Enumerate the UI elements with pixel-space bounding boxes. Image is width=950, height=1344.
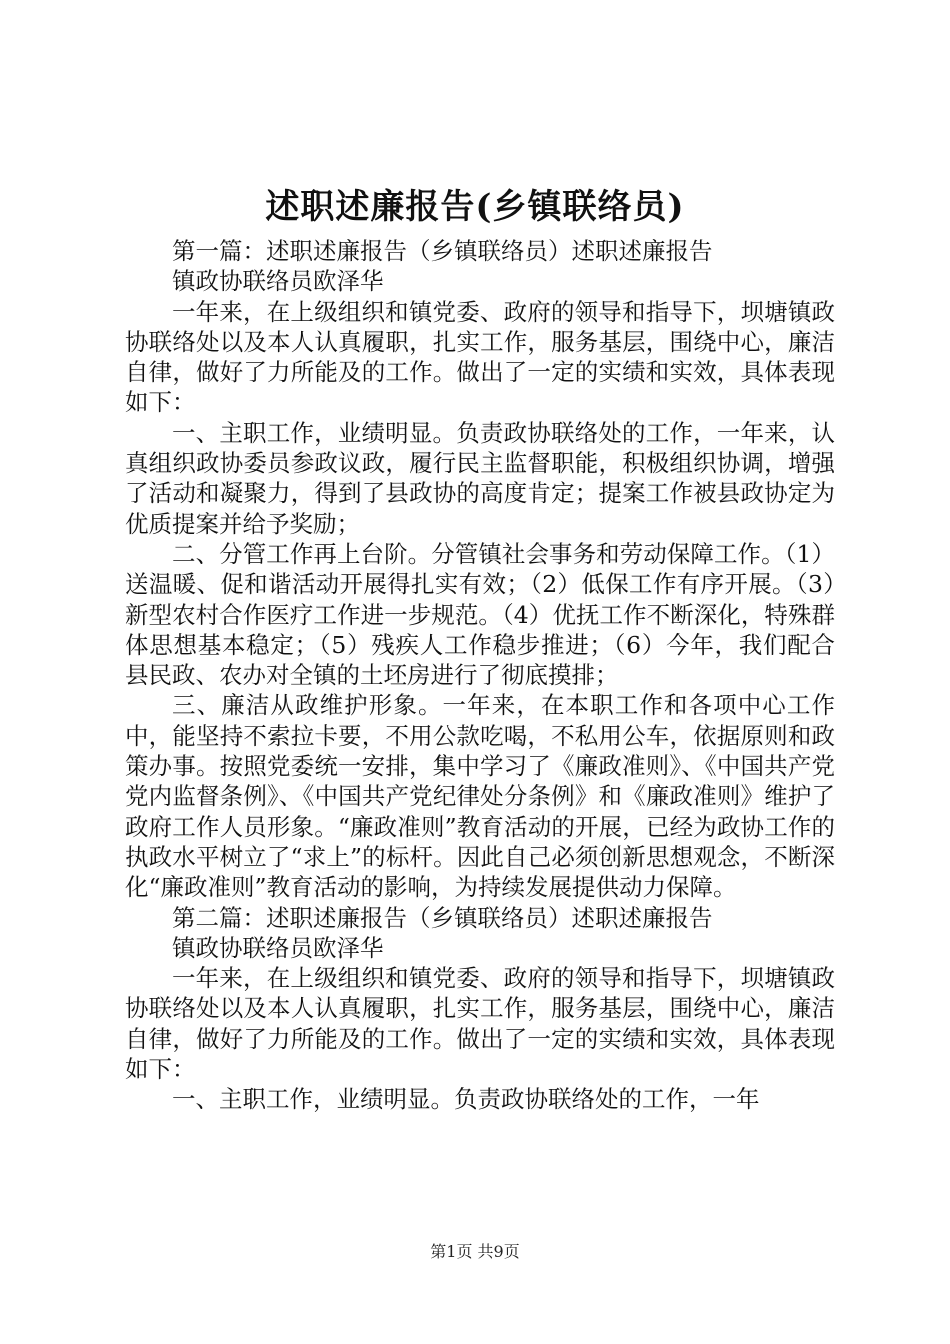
paragraph-managed-work: 二、分管工作再上台阶。分管镇社会事务和劳动保障工作。（1）送温暖、促和谐活动开展得扎实有效；（2）低保工作有序开展。（3）新型农村合作医疗工作进一步规范。（4）优抚工作不断深化，特殊群体思想基本稳定；（5）残疾人工作稳步推进；（6）今年，我们配合县民政、农办对全镇的土坯房进行了彻底摸排； [125,539,835,690]
paragraph-main-work: 一、主职工作，业绩明显。负责政协联络处的工作，一年来，认真组织政协委员参政议政，履行民主监督职能，积极组织协调，增强了活动和凝聚力，得到了县政协的高度肯定；提案工作被县政协定为优质提案并给予奖励； [125,418,835,538]
paragraph-intro: 一年来，在上级组织和镇党委、政府的领导和指导下，坝塘镇政协联络处以及本人认真履职，扎实工作，服务基层，围绕中心，廉洁自律，做好了力所能及的工作。做出了一定的实绩和实效，具体表现如下： [125,297,835,417]
paragraph-author-2: 镇政协联络员欧泽华 [172,933,384,962]
document-title: 述职述廉报告(乡镇联络员) [265,187,685,227]
paragraph-intro-2: 一年来，在上级组织和镇党委、政府的领导和指导下，坝塘镇政协联络处以及本人认真履职，扎实工作，服务基层，围绕中心，廉洁自律，做好了力所能及的工作。做出了一定的实绩和实效，具体表现如下： [125,964,835,1084]
paragraph-author: 镇政协联络员欧泽华 [172,267,384,296]
paragraph-main-work-2: 一、主职工作，业绩明显。负责政协联络处的工作，一年 [172,1085,760,1114]
paragraph-part-one-heading: 第一篇：述职述廉报告（乡镇联络员）述职述廉报告 [172,237,713,265]
paragraph-part-two-heading: 第二篇：述职述廉报告（乡镇联络员）述职述廉报告 [172,903,713,932]
paragraph-integrity: 三、廉洁从政维护形象。一年来，在本职工作和各项中心工作中，能坚持不索拉卡要，不用公款吃喝，不私用公车，依据原则和政策办事。按照党委统一安排，集中学习了《廉政准则》、《中国共产党党内监督条例》、《中国共产党纪律处分条例》和《廉政准则》维护了政府工作人员形象。“廉政准则”教育活动的开展，已经为政协工作的执政水平树立了“求上”的标杆。因此自己必须创新思想观念，不断深化“廉政准则”教育活动的影响，为持续发展提供动力保障。 [125,691,835,902]
page-footer: 第1页 共9页 [430,1242,520,1261]
document-body [125,236,835,1115]
